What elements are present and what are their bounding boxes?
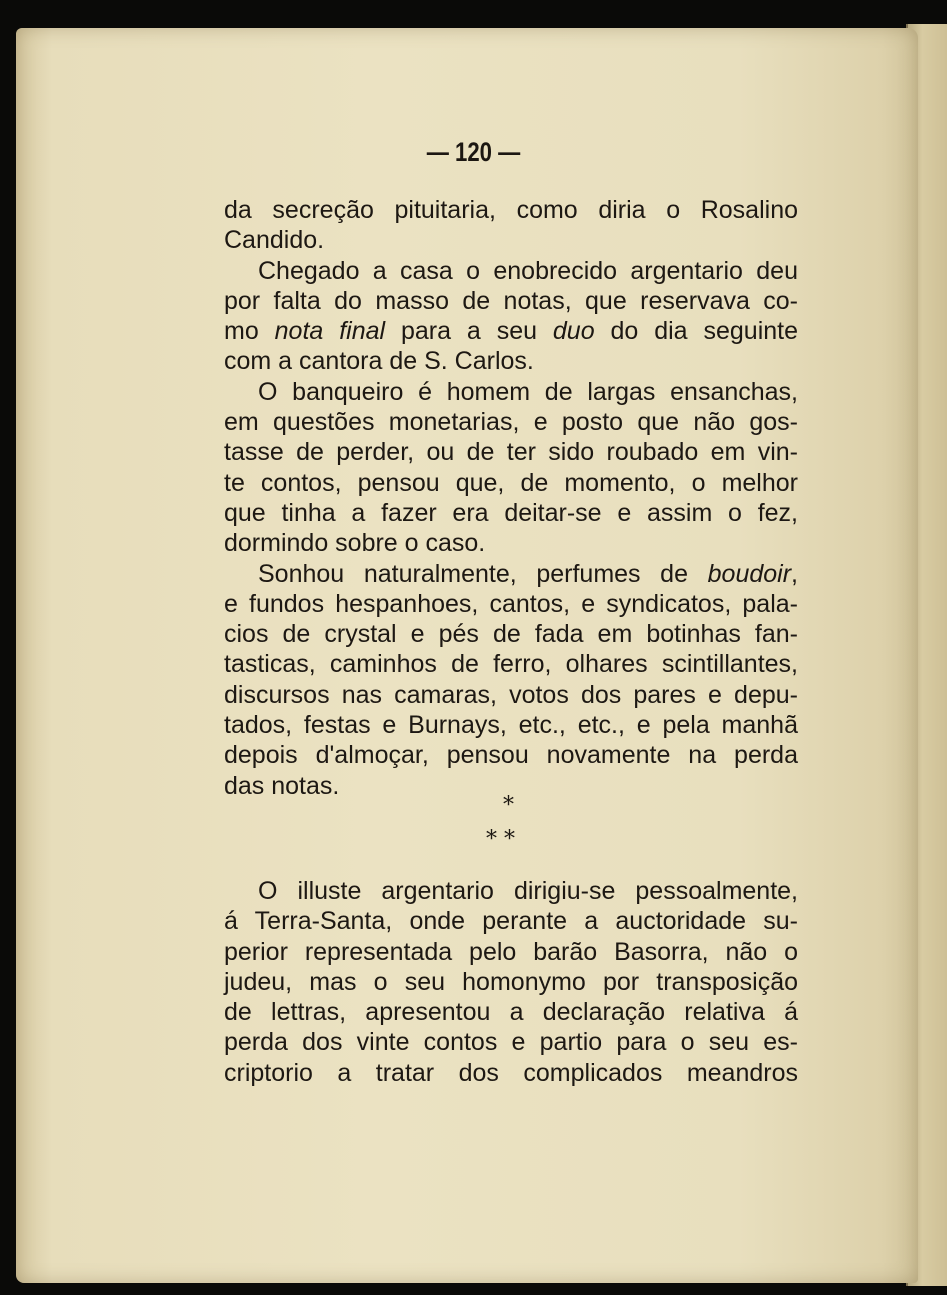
text-line: O banqueiro é homem de largas ensanchas, xyxy=(258,377,798,406)
text-line: perior representada pelo barão Basorra, não o xyxy=(224,937,798,966)
text-line: cios de crystal e pés de fada em botinhas fan- xyxy=(224,620,798,649)
page-number: — 120 — xyxy=(426,137,521,167)
text-line: dormindo sobre o caso. xyxy=(224,529,486,558)
text-line: te contos, pensou que, de momento, o melhor xyxy=(224,468,798,497)
text-line: tasse de perder, ou de ter sido roubado em vin- xyxy=(224,438,798,467)
text-line: Chegado a casa o enobrecido argentario deu xyxy=(258,256,798,285)
text-line: Sonhou naturalmente, perfumes de boudoir, xyxy=(258,559,798,588)
text-line: que tinha a fazer era deitar-se e assim o fez, xyxy=(224,498,798,527)
text-line: tados, festas e Burnays, etc., etc., e pela manhã xyxy=(224,711,798,740)
text-line: á Terra-Santa, onde perante a auctoridade su- xyxy=(224,907,798,936)
text-line: O illuste argentario dirigiu-se pessoalmente, xyxy=(258,877,798,905)
text-line: com a cantora de S. Carlos. xyxy=(224,347,534,376)
text-line: das notas. xyxy=(224,771,340,800)
text-line: por falta do masso de notas, que reservava co- xyxy=(224,286,798,315)
text-line: e fundos hespanhoes, cantos, e syndicatos, pala- xyxy=(224,589,798,618)
text-line: tasticas, caminhos de ferro, olhares scintillantes, xyxy=(224,650,798,679)
section-separator-asterisks: * * xyxy=(486,827,515,852)
text-line: da secreção pituitaria, como diria o Rosalino xyxy=(224,196,798,224)
text-line: em questões monetarias, e posto que não gos- xyxy=(224,408,798,437)
text-line: de lettras, apresentou a declaração relativa á xyxy=(224,998,798,1027)
text-line: depois d'almoçar, pensou novamente na perda xyxy=(224,741,798,770)
text-line: Candido. xyxy=(224,226,325,255)
section-separator-asterisk: * xyxy=(503,793,514,818)
text-line: mo nota final para a seu duo do dia seguinte xyxy=(224,317,799,346)
text-line: criptorio a tratar dos complicados meandros xyxy=(224,1058,798,1087)
text-line: judeu, mas o seu homonymo por transposição xyxy=(224,967,798,996)
body-text-continued xyxy=(224,876,798,1088)
text-line: perda dos vinte contos e partio para o seu es- xyxy=(224,1028,798,1057)
text-line: discursos nas camaras, votos dos pares e depu- xyxy=(224,680,798,709)
body-text xyxy=(224,195,798,801)
